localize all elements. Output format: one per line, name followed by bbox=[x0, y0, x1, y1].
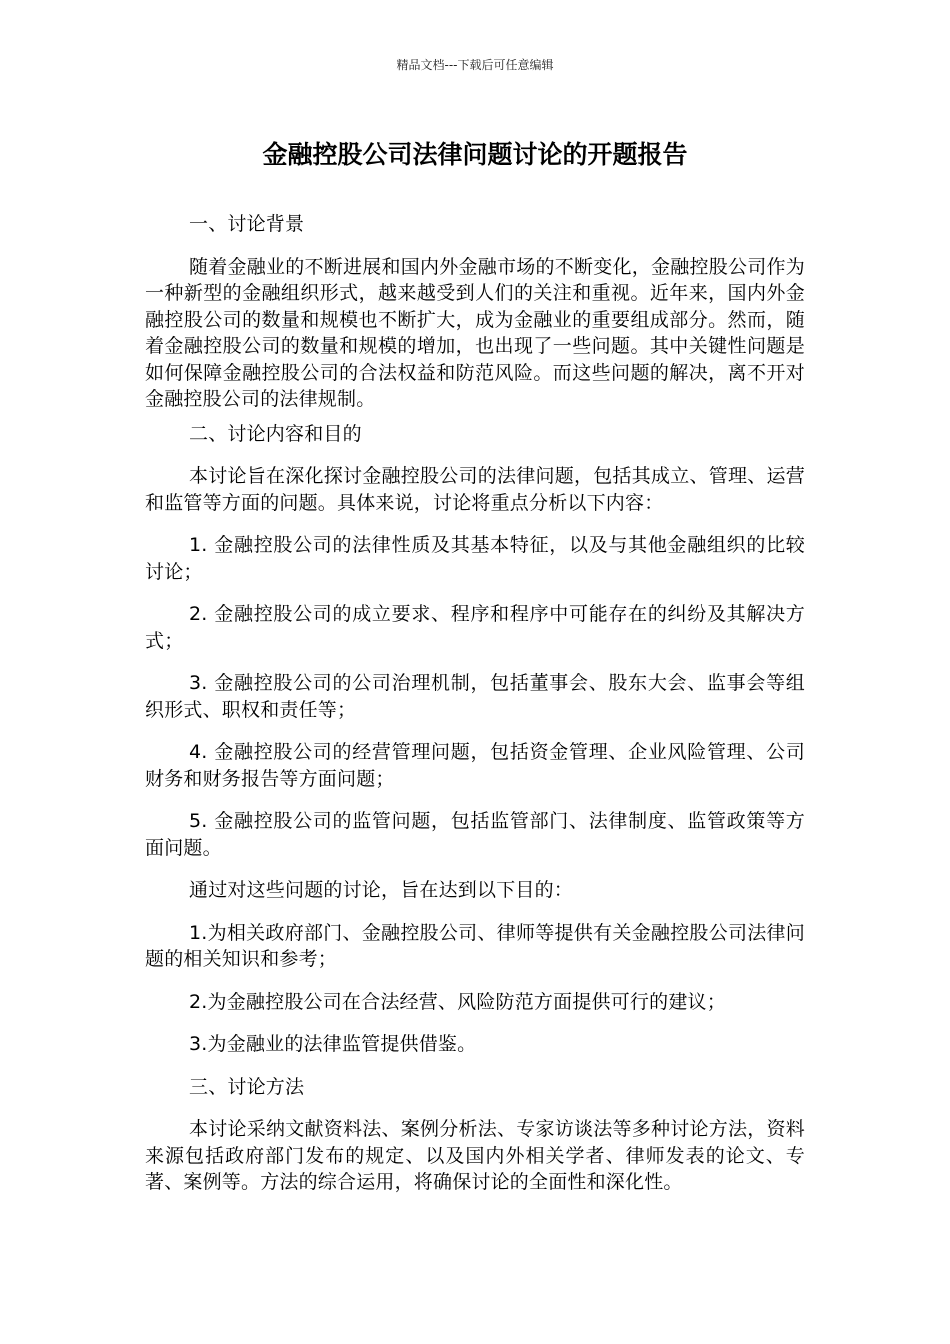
content-item-2: 2. 金融控股公司的成立要求、程序和程序中可能存在的纠纷及其解决方式； bbox=[145, 603, 805, 652]
purpose-item-3: 3.为金融业的法律监管提供借鉴。 bbox=[189, 1033, 477, 1055]
content-item-5: 5. 金融控股公司的监管问题，包括监管部门、法律制度、监管政策等方面问题。 bbox=[145, 810, 805, 859]
document-body bbox=[145, 211, 805, 1196]
content-item-1: 1. 金融控股公司的法律性质及其基本特征，以及与其他金融组织的比较讨论； bbox=[145, 534, 805, 583]
purpose-intro: 通过对这些问题的讨论，旨在达到以下目的： bbox=[189, 879, 574, 901]
section-3-heading: 三、讨论方法 bbox=[189, 1075, 305, 1098]
section-1-heading: 一、讨论背景 bbox=[189, 213, 305, 235]
purpose-item-2: 2.为金融控股公司在合法经营、风险防范方面提供可行的建议； bbox=[189, 990, 726, 1013]
section-2-heading: 二、讨论内容和目的 bbox=[189, 422, 362, 445]
section-1-paragraph: 随着金融业的不断进展和国内外金融市场的不断变化，金融控股公司作为一种新型的金融组织形式，越来越受到人们的关注和重视。近年来，国内外金融控股公司的数量和规模也不断扩大，成为金融业的重要组成部分。然而，随着金融控股公司的数量和规模的增加，也出现了一些问题。其中关键性问题是如何保障金融控股公司的合法权益和防范风险。而这些问题的解决，离不开对金融控股公司的法律规制。 bbox=[145, 255, 805, 410]
section-3-paragraph: 本讨论采纳文献资料法、案例分析法、专家访谈法等多种讨论方法，资料来源包括政府部门发布的规定、以及国内外相关学者、律师发表的论文、专著、案例等。方法的综合运用，将确保讨论的全面性和深化性。 bbox=[145, 1118, 805, 1193]
document-title: 金融控股公司法律问题讨论的开题报告 bbox=[262, 140, 688, 169]
purpose-item-1: 1.为相关政府部门、金融控股公司、律师等提供有关金融控股公司法律问题的相关知识和参考； bbox=[145, 921, 805, 970]
section-2-intro: 本讨论旨在深化探讨金融控股公司的法律问题，包括其成立、管理、运营和监管等方面的问题。具体来说，讨论将重点分析以下内容： bbox=[145, 465, 805, 514]
header-note: 精品文档---下载后可任意编辑 bbox=[396, 58, 554, 72]
content-item-3: 3. 金融控股公司的公司治理机制，包括董事会、股东大会、监事会等组织形式、职权和责任等； bbox=[145, 672, 805, 721]
content-item-4: 4. 金融控股公司的经营管理问题，包括资金管理、企业风险管理、公司财务和财务报告等方面问题； bbox=[145, 741, 805, 790]
